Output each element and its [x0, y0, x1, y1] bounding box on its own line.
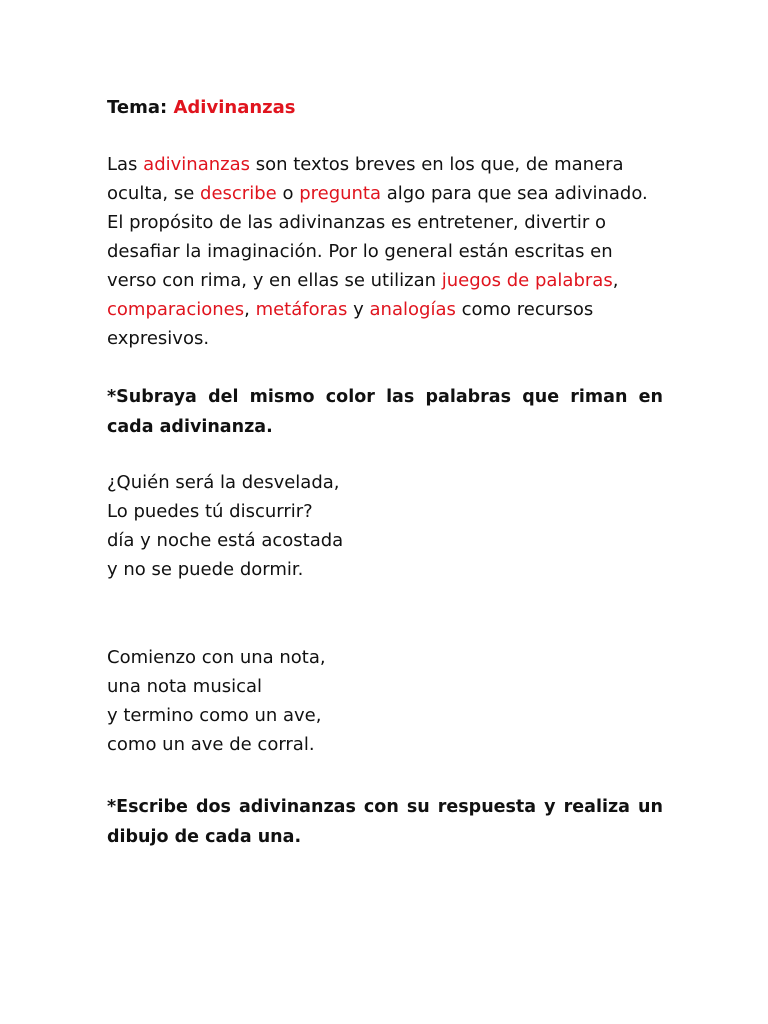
riddle-line: Lo puedes tú discurrir? — [107, 501, 313, 522]
highlighted-term: adivinanzas — [143, 154, 250, 175]
intro-text: algo para que sea adivinado. — [381, 183, 648, 204]
riddle-line: día y noche está acostada — [107, 530, 344, 551]
intro-line — [107, 150, 663, 179]
riddle-line: y termino como un ave, — [107, 705, 322, 726]
highlighted-term: juegos de palabras — [441, 270, 613, 291]
instruction-write-riddles — [107, 792, 663, 852]
intro-line — [107, 266, 663, 295]
title-topic: Adivinanzas — [173, 97, 296, 118]
intro-text: son textos breves en los que, de manera — [250, 154, 624, 175]
riddle-line: como un ave de corral. — [107, 734, 315, 755]
intro-line — [107, 179, 663, 208]
intro-text: verso con rima, y en ellas se utilizan — [107, 270, 442, 291]
instruction-underline-rhymes — [107, 382, 663, 442]
instruction-word: color — [325, 387, 375, 407]
intro-line — [107, 324, 663, 353]
instruction-word: *Escribe — [107, 797, 188, 817]
intro-paragraph — [107, 150, 663, 353]
instruction-word: mismo — [249, 387, 315, 407]
instruction-line — [107, 792, 663, 822]
intro-text: , — [612, 270, 619, 291]
instruction-word: realiza — [563, 797, 630, 817]
instruction-word: en — [638, 387, 663, 407]
instruction-word: dos — [195, 797, 231, 817]
highlighted-term: metáforas — [255, 299, 348, 320]
intro-text: y — [347, 299, 370, 320]
instruction-word: con — [363, 797, 399, 817]
intro-text: como recursos — [455, 299, 594, 320]
instruction-word: que — [522, 387, 560, 407]
instruction-word: adivinanzas — [238, 797, 356, 817]
instruction-word: y — [544, 797, 556, 817]
instruction-word: dibujo de cada una. — [107, 827, 302, 847]
instruction-word: respuesta — [437, 797, 537, 817]
intro-line — [107, 237, 663, 266]
intro-text: desafiar la imaginación. Por lo general están escritas en — [107, 241, 613, 262]
intro-text: oculta, se — [107, 183, 201, 204]
intro-text: , — [244, 299, 256, 320]
intro-text: Las — [107, 154, 144, 175]
instruction-word: *Subraya — [107, 387, 197, 407]
riddle-1 — [107, 468, 663, 584]
instruction-word: su — [406, 797, 430, 817]
highlighted-term: describe — [200, 183, 277, 204]
instruction-line — [107, 382, 663, 412]
intro-text: o — [276, 183, 300, 204]
riddle-line: una nota musical — [107, 676, 263, 697]
riddle-line: ¿Quién será la desvelada, — [107, 472, 340, 493]
intro-text: El propósito de las adivinanzas es entretener, divertir o — [107, 212, 607, 233]
instruction-line — [107, 412, 663, 442]
highlighted-term: pregunta — [299, 183, 382, 204]
instruction-word: riman — [570, 387, 628, 407]
intro-line — [107, 208, 663, 237]
instruction-line — [107, 822, 663, 852]
intro-line — [107, 295, 663, 324]
riddle-line: y no se puede dormir. — [107, 559, 304, 580]
riddle-line: Comienzo con una nota, — [107, 647, 326, 668]
riddle-2 — [107, 643, 663, 759]
highlighted-term: analogías — [369, 299, 456, 320]
instruction-word: palabras — [425, 387, 512, 407]
instruction-word: del — [208, 387, 239, 407]
intro-text: expresivos. — [107, 328, 210, 349]
instruction-word: las — [386, 387, 415, 407]
instruction-word: cada adivinanza. — [107, 417, 273, 437]
highlighted-term: comparaciones — [107, 299, 245, 320]
title-label: Tema: — [107, 97, 168, 118]
instruction-word: un — [638, 797, 663, 817]
page-title — [107, 94, 663, 122]
